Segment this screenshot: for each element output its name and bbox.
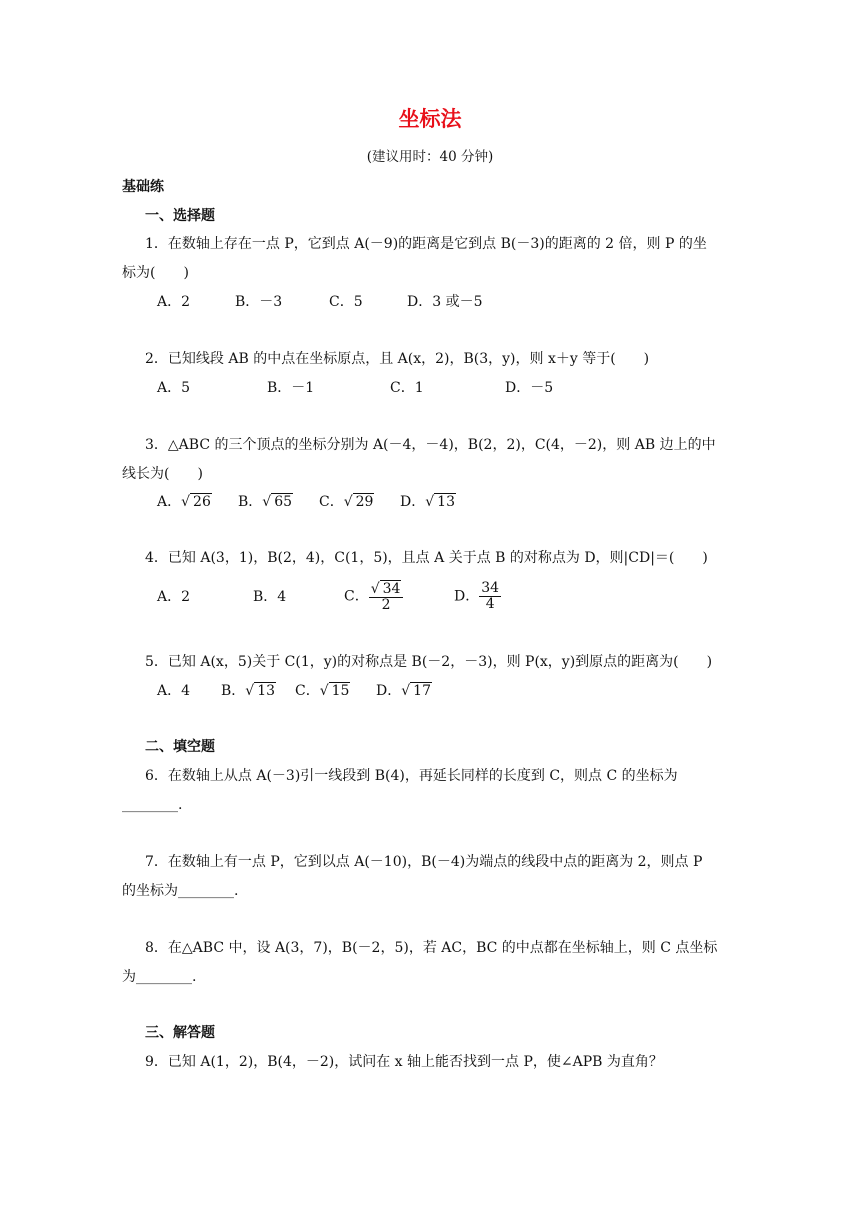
section-basic: 基础练 — [122, 179, 164, 195]
question-6-line-2: ________. — [122, 797, 183, 813]
option-a: A．4 — [157, 683, 191, 699]
question-7-line-1: 7．在数轴上有一点 P，它到以点 A(－10)，B(－4)为端点的线段中点的距离为 2，则点 P — [145, 854, 703, 870]
page-title: 坐标法 — [398, 107, 462, 131]
question-1-options — [157, 292, 483, 312]
option-b: B．－1 — [267, 380, 315, 396]
question-5-line-1: 5．已知 A(x，5)关于 C(1，y)的对称点是 B(－2，－3)，则 P(x，y)到原点的距离为( ) — [145, 654, 713, 670]
option-b: B．√ 65 — [238, 494, 293, 510]
option-a: A．2 — [157, 294, 191, 310]
option-a: A．5 — [157, 380, 191, 396]
question-8-line-1: 8．在△ABC 中，设 A(3，7)，B(－2，5)，若 AC，BC 的中点都在坐标轴上，则 C 点坐标 — [145, 940, 718, 956]
option-b: B．－3 — [235, 294, 283, 310]
question-2-line-1: 2．已知线段 AB 的中点在坐标原点，且 A(x，2)，B(3，y)，则 x＋y 等于( ) — [145, 351, 650, 367]
section-fill: 二、填空题 — [145, 739, 215, 755]
option-b: B．4 — [253, 588, 287, 605]
option-c: C．1 — [390, 380, 424, 396]
question-9-line-1: 9．已知 A(1，2)，B(4，－2)，试问在 x 轴上能否找到一点 P，使∠APB 为直角？ — [145, 1054, 663, 1070]
question-4-line-1: 4．已知 A(3，1)，B(2，4)，C(1，5)，且点 A 关于点 B 的对称点为 D，则|CD|＝( ) — [145, 550, 708, 566]
question-3-options — [157, 492, 456, 512]
option-c: C．√ 29 — [319, 494, 374, 510]
question-6-line-1: 6．在数轴上从点 A(－3)引一线段到 B(4)，再延长同样的长度到 C，则点 C 的坐标为 — [145, 768, 678, 784]
question-4-options — [157, 580, 501, 613]
question-1-line-2: 标为( ) — [122, 265, 189, 281]
question-8-line-2: 为________. — [122, 969, 197, 985]
question-2-options — [157, 378, 553, 398]
section-choice: 一、选择题 — [145, 208, 215, 224]
time-hint: (建议用时：40 分钟) — [366, 149, 494, 165]
question-5-options — [157, 681, 432, 701]
option-c: C．5 — [329, 294, 363, 310]
option-d: D．3 或－5 — [407, 294, 483, 310]
question-1-line-1: 1．在数轴上存在一点 P，它到点 A(－9)的距离是它到点 B(－3)的距离的 2 倍，则 P 的坐 — [145, 236, 707, 252]
section-answer: 三、解答题 — [145, 1025, 215, 1041]
option-d: D． $\frac{34}{4}$ — [454, 580, 500, 612]
option-b: B．√ 13 — [221, 683, 276, 699]
option-a: A．√ 26 — [157, 494, 211, 510]
option-d: D．√ 13 — [400, 494, 455, 510]
option-d: D．－5 — [505, 380, 554, 396]
question-3-line-1: 3．△ABC 的三个顶点的坐标分别为 A(－4，－4)，B(2，2)，C(4，－2)，则 AB 边上的中 — [145, 437, 716, 453]
question-3-line-2: 线长为( ) — [122, 466, 203, 482]
option-a: A．2 — [157, 588, 191, 605]
question-7-line-2: 的坐标为________. — [122, 883, 239, 899]
option-c: C． $\frac{√ 34}{2}$ — [344, 580, 454, 613]
option-d: D．√ 17 — [376, 683, 431, 699]
option-c: C．√ 15 — [295, 683, 350, 699]
